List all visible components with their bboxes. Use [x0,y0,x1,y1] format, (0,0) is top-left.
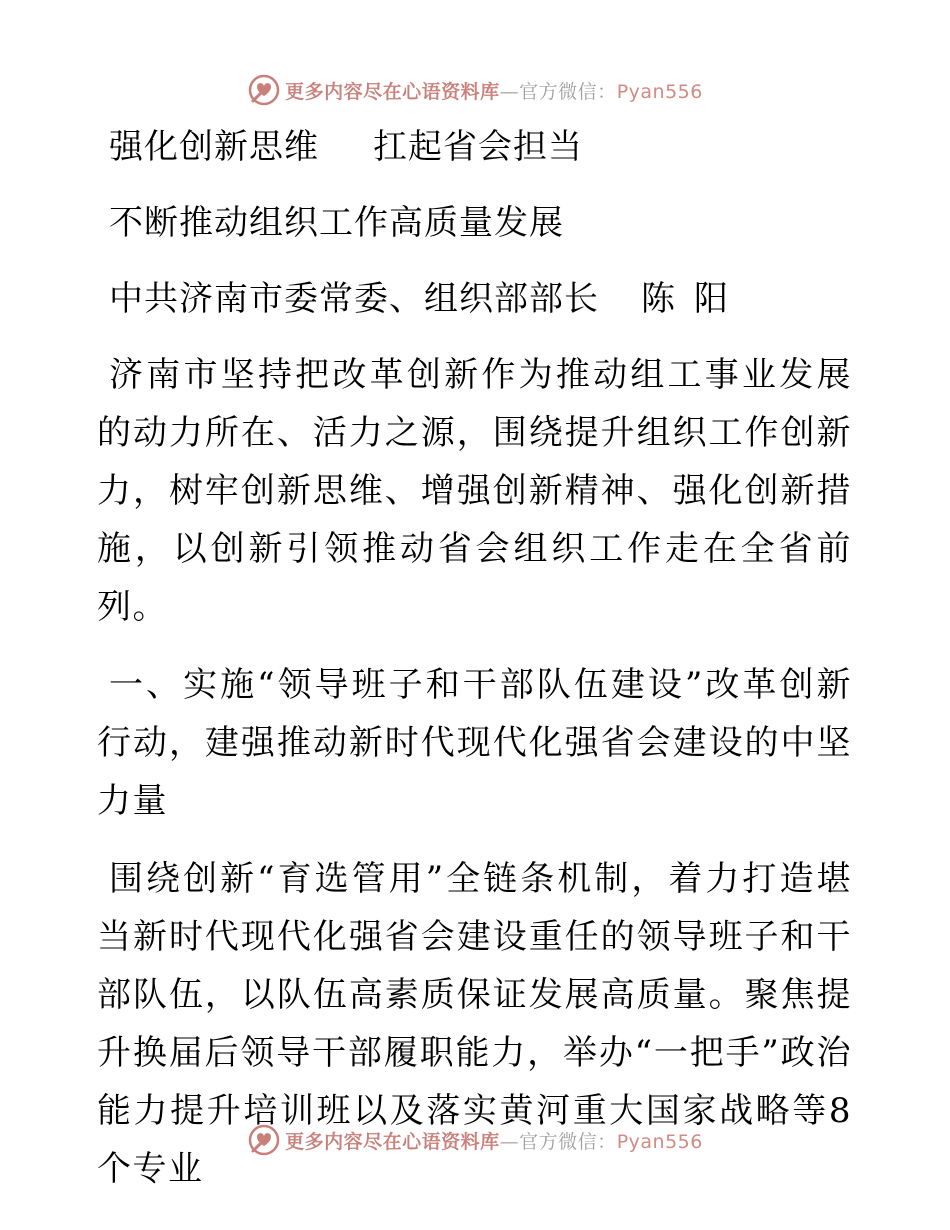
author-name-first: 陈 [641,279,676,319]
section-heading-1: 一、实施“领导班子和干部队伍建设”改革创新行动，建强推动新时代现代化强省会建设的中坚力量 [97,665,852,821]
title-part-2: 扛起省会担当 [373,127,583,167]
watermark-label: 官方微信： [519,80,617,103]
watermark-dash: — [499,80,520,103]
title-line-2: 不断推动组织工作高质量发展 [109,203,564,243]
document-body [97,118,852,1218]
footer-watermark [0,1120,950,1160]
title-part-1: 强化创新思维 [109,127,319,167]
title-line-1 [97,118,852,176]
watermark-label: 官方微信： [519,1130,617,1153]
watermark-dash: — [499,1130,520,1153]
paragraph-section-1: 围绕创新“育选管用”全链条机制，着力打造堪当新时代现代化强省会建设重任的领导班子和干部队伍，以队伍高素质保证发展高质量。聚焦提升换届后领导干部履职能力，举办“一把手”政治能力提升培训班以及落实黄河重大国家战略等8个专业 [97,859,852,1189]
heart-pen-logo-icon [247,1123,281,1157]
watermark-text [285,77,703,104]
author-name-second: 阳 [694,279,729,319]
author-position: 中共济南市委常委、组织部部长 [109,279,599,319]
watermark-wechat-id: Pyan556 [616,1130,703,1153]
watermark-text [285,1127,703,1154]
heart-pen-logo-icon [247,73,281,107]
watermark-wechat-id: Pyan556 [616,80,703,103]
watermark-brand: 更多内容尽在心语资料库 [285,80,500,103]
author-line [97,270,852,328]
watermark-brand: 更多内容尽在心语资料库 [285,1130,500,1153]
paragraph-intro: 济南市坚持把改革创新作为推动组工事业发展的动力所在、活力之源，围绕提升组织工作创新力，树牢创新思维、增强创新精神、强化创新措施，以创新引领推动省会组织工作走在全省前列。 [97,355,852,627]
header-watermark [0,70,950,110]
